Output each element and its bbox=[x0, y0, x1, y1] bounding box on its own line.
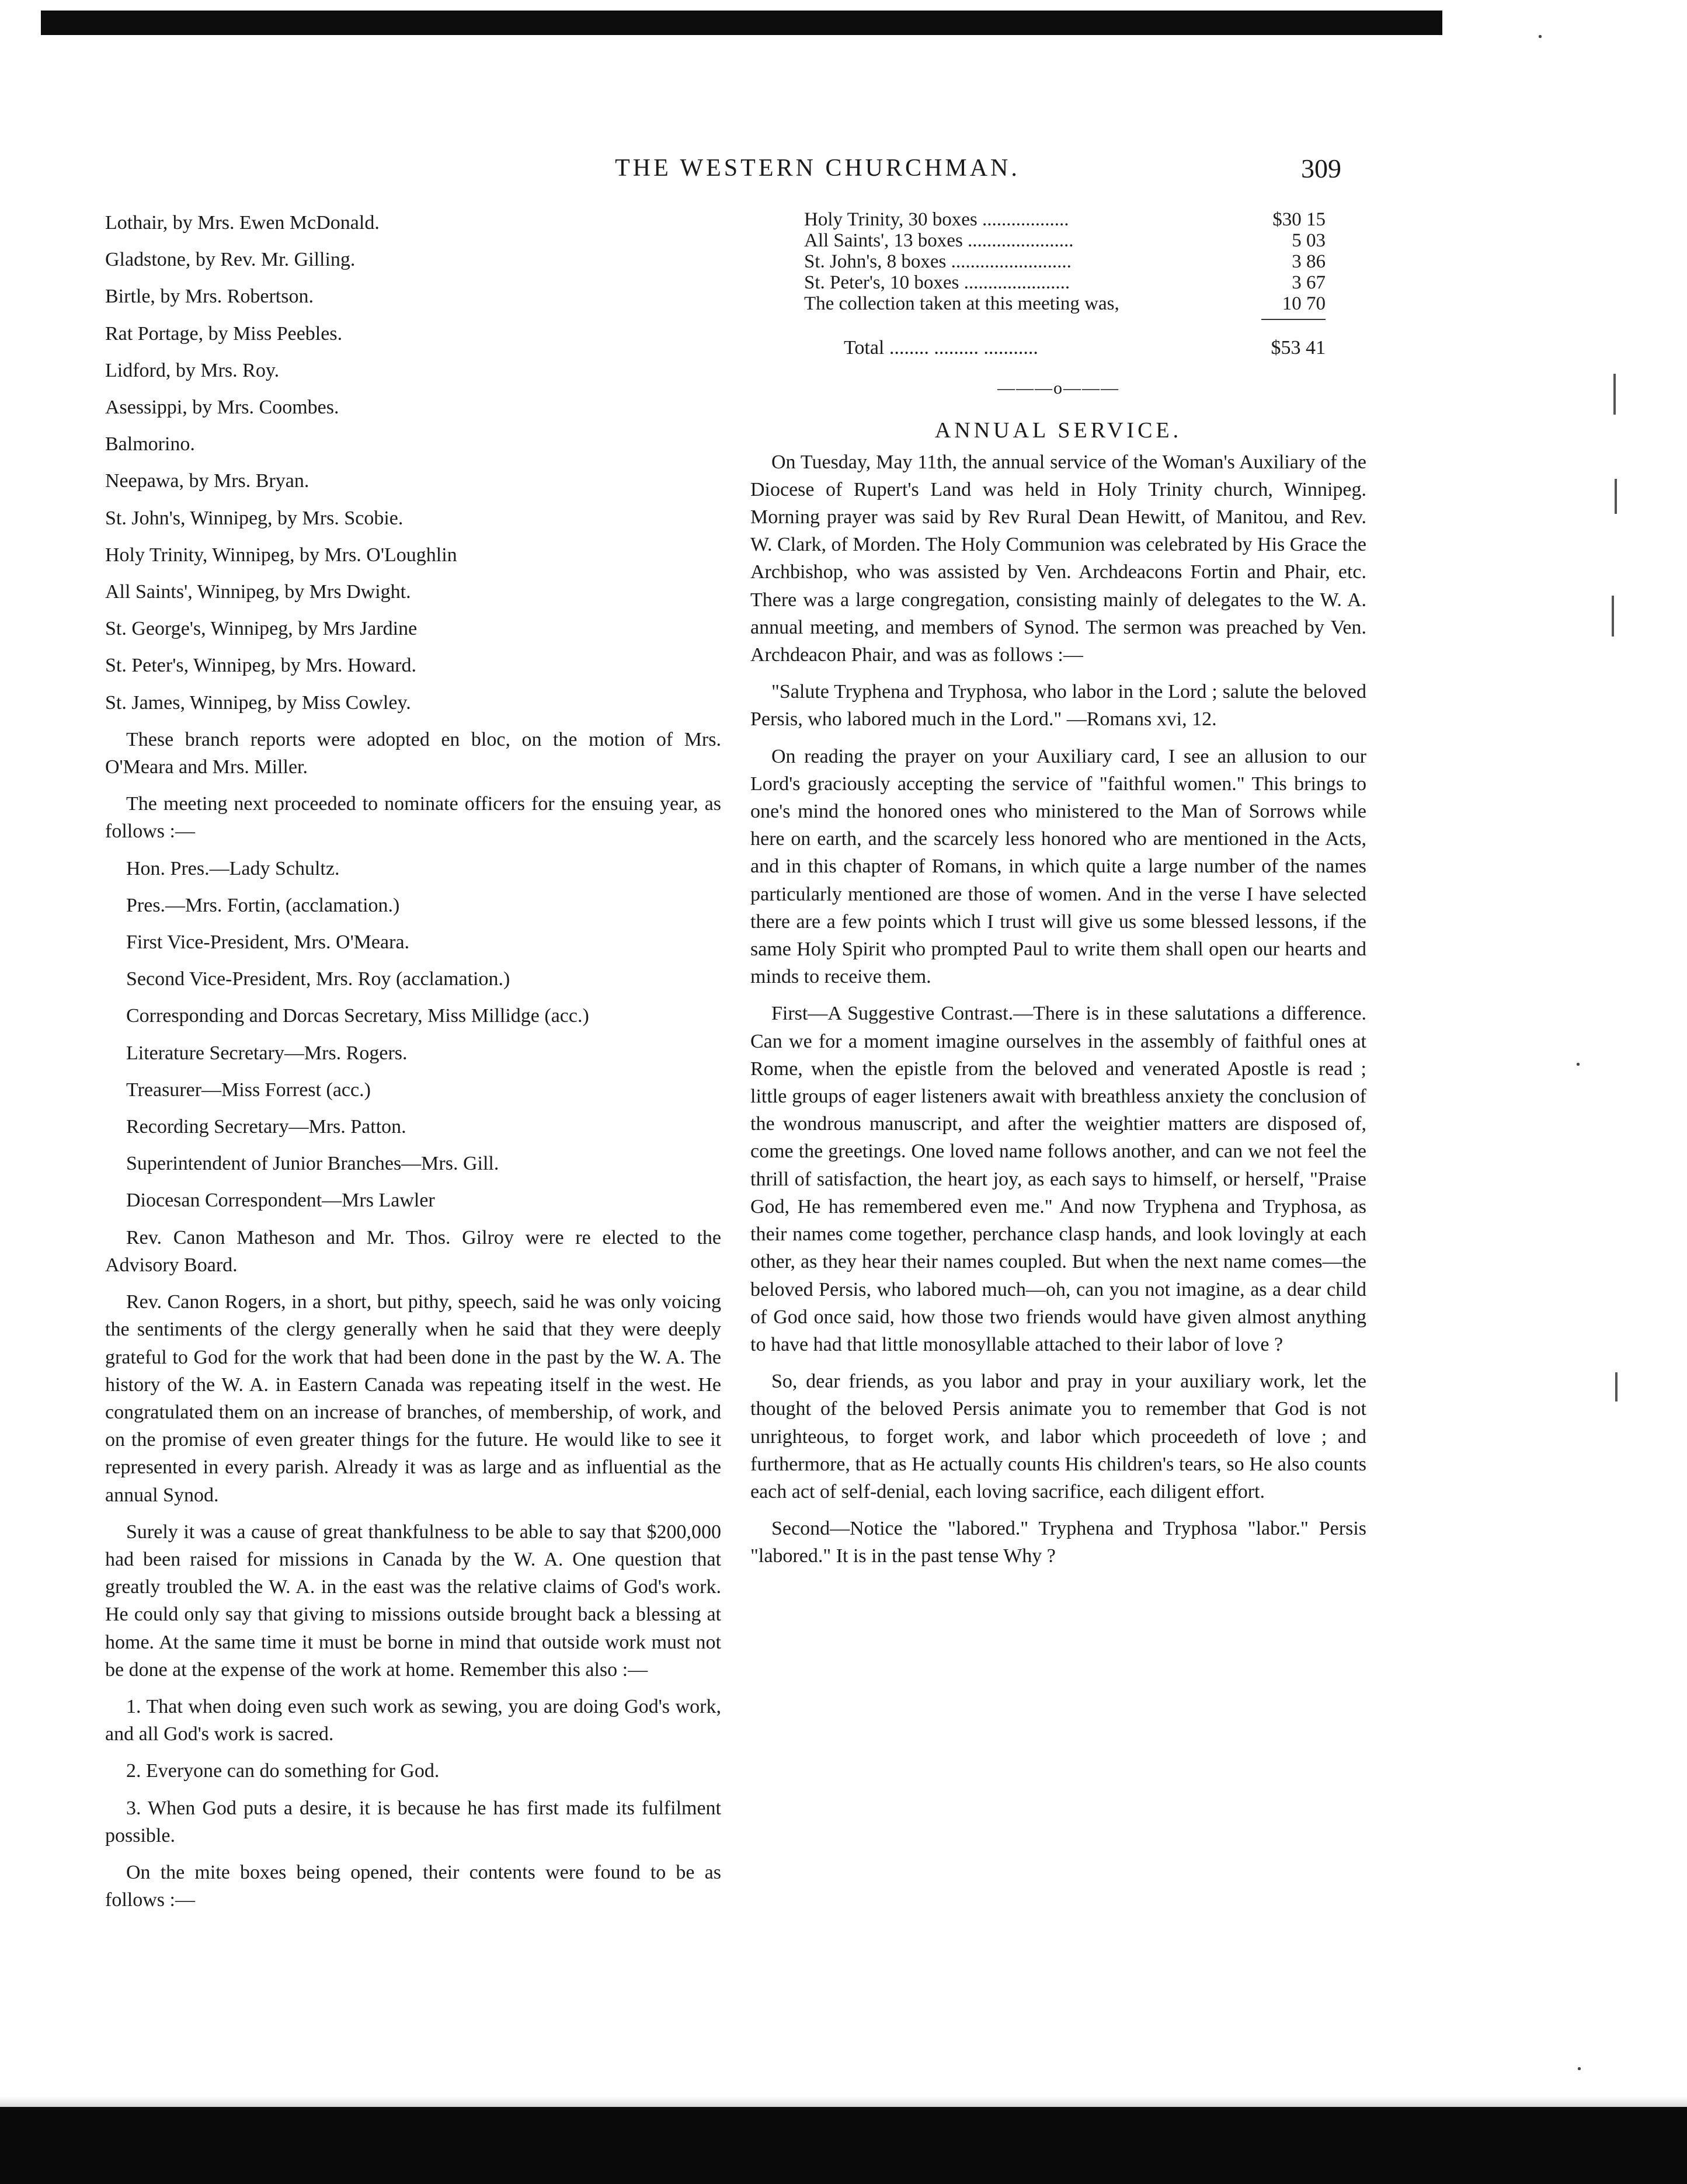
second-point-paragraph: Second—Notice the "labored." Tryphena and Tryphosa "labor." Persis "labored." It is in the past tense Why ? bbox=[750, 1518, 1366, 1567]
total-rule bbox=[1261, 319, 1326, 320]
branch-item: Holy Trinity, Winnipeg, by Mrs. O'Loughlin bbox=[105, 544, 457, 566]
left-column bbox=[105, 209, 721, 1923]
service-intro-paragraph: On Tuesday, May 11th, the annual service of the Woman's Auxiliary of the Diocese of Rupert's Land was held in Holy Trinity church, Winnipeg. Morning prayer was said by Rev Rural Dean Hewitt, of Manitou, and Rev. W. Clark, of Morden. The Holy Communion was celebrated by His Grace the Archbishop, who was assisted by Ven. Archdeacons Fortin and Phair, etc. There was a large congregation, consisting mainly of delegates to the W. A. annual meeting, and members of Synod. The sermon was preached by Ven. Archdeacon Phair, and was as follows :— bbox=[750, 451, 1366, 666]
canon-rogers-paragraph: Rev. Canon Rogers, in a short, but pithy, speech, said he was only voicing the sentiments of the clergy generally when he said that they were deeply grateful to God for the work that had been done in the past by the W. A. The history of the W. A. in Eastern Canada was repeating itself in the west. He congratulated them on an increase of branches, of membership, of work, and on the promise of even greater things for the future. He would like to see it represented in every parish. Already it was as large and as influential as the annual Synod. bbox=[105, 1291, 721, 1506]
officer-item: Corresponding and Dorcas Secretary, Miss Millidge (acc.) bbox=[126, 1005, 589, 1027]
officer-item: Second Vice-President, Mrs. Roy (acclamation.) bbox=[126, 968, 510, 990]
branch-item: St. John's, Winnipeg, by Mrs. Scobie. bbox=[105, 507, 404, 529]
scan-speck bbox=[1578, 2067, 1581, 2070]
scan-speck bbox=[1539, 35, 1542, 38]
branch-item: Lothair, by Mrs. Ewen McDonald. bbox=[105, 212, 380, 234]
mite-box-label: Holy Trinity, 30 boxes .................. bbox=[804, 209, 1069, 230]
branch-item: All Saints', Winnipeg, by Mrs Dwight. bbox=[105, 581, 411, 603]
branch-report-list bbox=[105, 209, 721, 717]
mite-box-amount: 5 03 bbox=[1292, 230, 1326, 251]
officer-item: Superintendent of Junior Branches—Mrs. Gill. bbox=[126, 1153, 499, 1175]
scan-bottom-border bbox=[0, 2107, 1687, 2184]
nominate-intro-paragraph: The meeting next proceeded to nominate officers for the ensuing year, as follows :— bbox=[105, 793, 721, 843]
mite-box-amount: $30 15 bbox=[1272, 209, 1326, 230]
section-separator: ———o——— bbox=[997, 378, 1119, 398]
mite-box-amount: 10 70 bbox=[1282, 293, 1326, 314]
mite-box-label: All Saints', 13 boxes ...................... bbox=[804, 230, 1074, 251]
scan-speck bbox=[1577, 1063, 1580, 1066]
mite-boxes-paragraph: On the mite boxes being opened, their contents were found to be as follows :— bbox=[105, 1861, 721, 1911]
scan-top-border bbox=[41, 11, 1442, 35]
mite-box-row bbox=[750, 293, 1366, 314]
mite-box-total-row bbox=[750, 334, 1366, 361]
mite-box-label: The collection taken at this meeting was, bbox=[804, 293, 1119, 314]
mite-box-amount: 3 86 bbox=[1292, 251, 1326, 272]
point-one-paragraph: 1. That when doing even such work as sewing, you are doing God's work, and all God's work is sacred. bbox=[105, 1695, 721, 1745]
branch-item: Gladstone, by Rev. Mr. Gilling. bbox=[105, 249, 356, 271]
branch-item: Asessippi, by Mrs. Coombes. bbox=[105, 397, 339, 419]
thankfulness-paragraph: Surely it was a cause of great thankfulness to be able to say that $200,000 had been raised for missions in Canada by the W. A. One question that greatly troubled the W. A. in the east was the relative claims of God's work. He could only say that giving to missions outside brought back a blessing at home. At the same time it must be borne in mind that outside work must not be done at the expense of the work at home. Remember this also :— bbox=[105, 1521, 721, 1681]
mite-box-row bbox=[750, 272, 1366, 293]
branch-item: Rat Portage, by Miss Peebles. bbox=[105, 322, 343, 345]
mite-box-table bbox=[750, 209, 1366, 361]
mite-box-row bbox=[750, 251, 1366, 272]
point-three-paragraph: 3. When God puts a desire, it is because he has first made its fulfilment possible. bbox=[105, 1797, 721, 1846]
officer-item: Treasurer—Miss Forrest (acc.) bbox=[126, 1079, 371, 1101]
branch-item: Balmorino. bbox=[105, 433, 195, 455]
officer-item: Pres.—Mrs. Fortin, (acclamation.) bbox=[126, 894, 400, 916]
mite-box-label: St. Peter's, 10 boxes ...................... bbox=[804, 272, 1070, 293]
running-title: THE WESTERN CHURCHMAN. bbox=[615, 155, 1020, 182]
mite-box-amount: 3 67 bbox=[1292, 272, 1326, 293]
advisory-board-paragraph: Rev. Canon Matheson and Mr. Thos. Gilroy were re elected to the Advisory Board. bbox=[105, 1226, 721, 1276]
officer-item: Recording Secretary—Mrs. Patton. bbox=[126, 1116, 406, 1138]
so-dear-friends-paragraph: So, dear friends, as you labor and pray in your auxiliary work, let the thought of the beloved Persis animate you to remember that God is not unrighteous, to forget work, and labor which proceedeth of love ; and furthermore, that as He actually counts His children's tears, so He also counts each act of self-denial, each loving sacrifice, each diligent effort. bbox=[750, 1371, 1366, 1503]
page-bottom-edge bbox=[0, 2096, 1687, 2107]
officer-item: First Vice-President, Mrs. O'Meara. bbox=[126, 931, 410, 954]
point-two-paragraph: 2. Everyone can do something for God. bbox=[126, 1760, 440, 1782]
branch-item: Neepawa, by Mrs. Bryan. bbox=[105, 470, 309, 492]
branch-item: Lidford, by Mrs. Roy. bbox=[105, 359, 280, 381]
mite-box-row bbox=[750, 209, 1366, 230]
section-title: ANNUAL SERVICE. bbox=[934, 418, 1182, 443]
officer-item: Literature Secretary—Mrs. Rogers. bbox=[126, 1042, 408, 1064]
scan-edge-mark bbox=[1615, 479, 1617, 514]
scan-edge-mark bbox=[1613, 374, 1616, 415]
branch-item: St. Peter's, Winnipeg, by Mrs. Howard. bbox=[105, 655, 416, 677]
prayer-card-paragraph: On reading the prayer on your Auxiliary card, I see an allusion to our Lord's graciously accepting the service of "faithful women." This brings to one's mind the honored ones who ministered to the Man of Sorrows while here on earth, and the scarcely less honored who are mentioned in the Acts, and in this chapter of Romans, in which quite a large number of the names particularly mentioned are those of women. And in the verse I have selected there are a few points which I trust will give us some blessed lessons, if the same Holy Spirit who prompted Paul to write them shall open our hearts and minds to receive them. bbox=[750, 745, 1366, 988]
branch-item: St. George's, Winnipeg, by Mrs Jardine bbox=[105, 618, 418, 640]
total-label: Total ........ ......... ........... bbox=[844, 337, 1038, 359]
branch-item: Birtle, by Mrs. Robertson. bbox=[105, 286, 314, 308]
officer-list bbox=[105, 855, 721, 1215]
officer-item: Hon. Pres.—Lady Schultz. bbox=[126, 857, 340, 879]
page-number: 309 bbox=[1301, 154, 1341, 183]
mite-box-label: St. John's, 8 boxes ......................... bbox=[804, 251, 1072, 272]
first-point-paragraph: First—A Suggestive Contrast.—There is in these salutations a difference. Can we for a moment imagine ourselves in the assembly of faithful ones at Rome, when the epistle from the beloved and venerated Apostle is read ; little groups of eager listeners await with breathless anxiety the conclusion of the wondrous manuscript, and after the weightier matters are disposed of, come the greetings. One loved name follows another, and can we not feel the thrill of satisfaction, the heart joy, as each says to himself, or herself, "Praise God, He has remembered even me." And now Tryphena and Tryphosa, as their names come together, perchance clasp hands, and look lovingly at each other, as they hear their names coupled. But when the next name comes—the beloved Persis, who labored much—oh, can you not imagine, as a dear child of God once said, how those two friends would have given almost anything to have had that little monosyllable attached to their labor of love ? bbox=[750, 1003, 1366, 1355]
total-amount: $53 41 bbox=[1271, 337, 1326, 359]
scripture-quote: "Salute Tryphena and Tryphosa, who labor in the Lord ; salute the beloved Persis, who labored much in the Lord." —Romans xvi, 12. bbox=[750, 681, 1366, 731]
branch-item: St. James, Winnipeg, by Miss Cowley. bbox=[105, 691, 411, 714]
right-column bbox=[750, 209, 1366, 1580]
scan-edge-mark bbox=[1615, 1372, 1618, 1401]
officer-item: Diocesan Correspondent—Mrs Lawler bbox=[126, 1190, 435, 1212]
mite-box-row bbox=[750, 230, 1366, 251]
reports-adopted-paragraph: These branch reports were adopted en bloc, on the motion of Mrs. O'Meara and Mrs. Miller. bbox=[105, 728, 721, 778]
scan-edge-mark bbox=[1612, 596, 1614, 637]
